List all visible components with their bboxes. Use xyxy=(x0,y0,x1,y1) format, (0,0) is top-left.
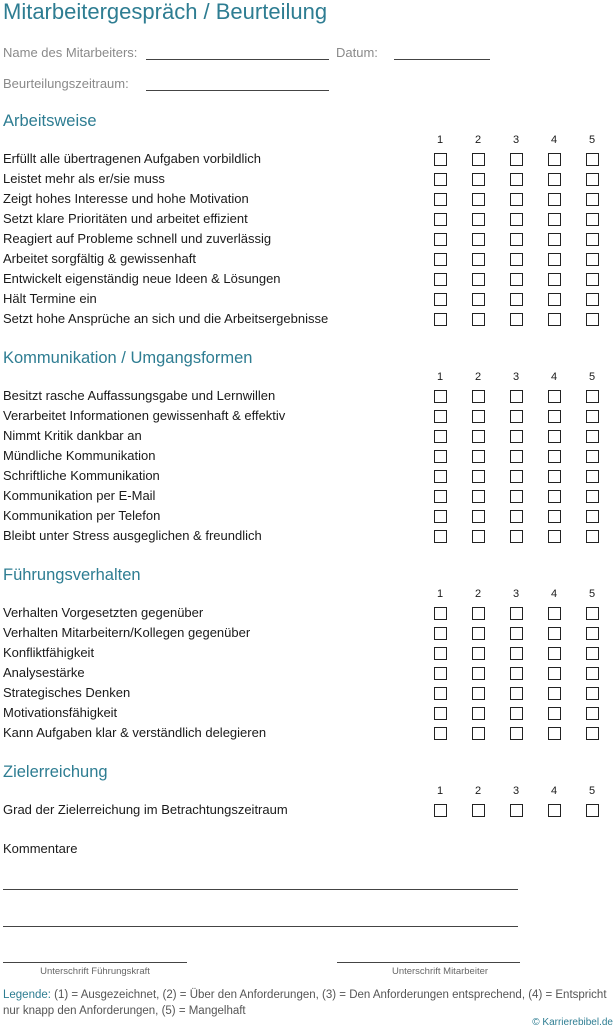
rating-checkbox-2[interactable] xyxy=(472,153,485,166)
rating-checkbox-4[interactable] xyxy=(548,193,561,206)
rating-checkbox-3[interactable] xyxy=(510,667,523,680)
scale-number: 5 xyxy=(588,134,596,146)
rating-item-label: Arbeitet sorgfältig & gewissenhaft xyxy=(3,251,196,266)
name-label: Name des Mitarbeiters: xyxy=(3,45,138,60)
scale-number: 3 xyxy=(512,588,520,600)
rating-checkbox-3[interactable] xyxy=(510,410,523,423)
scale-number: 1 xyxy=(436,785,444,797)
rating-checkbox-2[interactable] xyxy=(472,293,485,306)
rating-checkbox-4[interactable] xyxy=(548,293,561,306)
rating-checkbox-2[interactable] xyxy=(472,173,485,186)
rating-checkbox-3[interactable] xyxy=(510,530,523,543)
rating-checkbox-2[interactable] xyxy=(472,233,485,246)
rating-checkbox-5[interactable] xyxy=(586,490,599,503)
legend-text: (1) = Ausgezeichnet, (2) = Über den Anforderungen, (3) = Den Anforderungen entsprechend, (4) = Entspricht nur knapp den Anforderungen, (5) = Mangelhaft xyxy=(3,989,607,1017)
rating-checkbox-2[interactable] xyxy=(472,667,485,680)
rating-checkbox-3[interactable] xyxy=(510,273,523,286)
rating-checkbox-5[interactable] xyxy=(586,530,599,543)
rating-item-label: Kann Aufgaben klar & verständlich delegieren xyxy=(3,725,267,740)
rating-checkbox-1[interactable] xyxy=(434,510,447,523)
rating-checkbox-4[interactable] xyxy=(548,253,561,266)
rating-checkbox-1[interactable] xyxy=(434,233,447,246)
rating-checkbox-1[interactable] xyxy=(434,450,447,463)
rating-item-label: Verhalten Mitarbeitern/Kollegen gegenüber xyxy=(3,625,251,640)
rating-checkbox-4[interactable] xyxy=(548,390,561,403)
rating-checkbox-1[interactable] xyxy=(434,273,447,286)
rating-checkbox-4[interactable] xyxy=(548,530,561,543)
rating-item-label: Leistet mehr als er/sie muss xyxy=(3,171,165,186)
rating-checkbox-3[interactable] xyxy=(510,293,523,306)
rating-item-label: Verarbeitet Informationen gewissenhaft & effektiv xyxy=(3,408,286,423)
rating-checkbox-2[interactable] xyxy=(472,430,485,443)
rating-checkbox-2[interactable] xyxy=(472,510,485,523)
rating-checkbox-5[interactable] xyxy=(586,390,599,403)
rating-checkbox-1[interactable] xyxy=(434,530,447,543)
rating-checkbox-2[interactable] xyxy=(472,253,485,266)
rating-item-label: Besitzt rasche Auffassungsgabe und Lernwillen xyxy=(3,388,276,403)
rating-checkbox-2[interactable] xyxy=(472,470,485,483)
rating-checkbox-5[interactable] xyxy=(586,707,599,720)
rating-checkbox-1[interactable] xyxy=(434,313,447,326)
section-heading: Kommunikation / Umgangsformen xyxy=(3,349,253,367)
scale-number: 2 xyxy=(474,134,482,146)
rating-checkbox-4[interactable] xyxy=(548,727,561,740)
name-input-line[interactable] xyxy=(146,59,329,60)
rating-item-label: Nimmt Kritik dankbar an xyxy=(3,428,142,443)
rating-checkbox-3[interactable] xyxy=(510,233,523,246)
rating-checkbox-5[interactable] xyxy=(586,667,599,680)
rating-checkbox-5[interactable] xyxy=(586,173,599,186)
rating-checkbox-2[interactable] xyxy=(472,627,485,640)
rating-checkbox-2[interactable] xyxy=(472,410,485,423)
rating-checkbox-1[interactable] xyxy=(434,707,447,720)
rating-checkbox-1[interactable] xyxy=(434,153,447,166)
date-label: Datum: xyxy=(336,45,378,60)
rating-checkbox-2[interactable] xyxy=(472,193,485,206)
rating-checkbox-4[interactable] xyxy=(548,707,561,720)
employee-signature-line[interactable] xyxy=(337,962,520,963)
rating-item-label: Reagiert auf Probleme schnell und zuverlässig xyxy=(3,231,272,246)
rating-checkbox-5[interactable] xyxy=(586,213,599,226)
rating-checkbox-2[interactable] xyxy=(472,804,485,817)
scale-number: 1 xyxy=(436,134,444,146)
scale-number: 5 xyxy=(588,588,596,600)
rating-checkbox-3[interactable] xyxy=(510,213,523,226)
rating-checkbox-4[interactable] xyxy=(548,173,561,186)
rating-checkbox-1[interactable] xyxy=(434,430,447,443)
rating-checkbox-4[interactable] xyxy=(548,153,561,166)
section-heading: Zielerreichung xyxy=(3,763,108,781)
rating-item-label: Zeigt hohes Interesse und hohe Motivation xyxy=(3,191,249,206)
scale-number: 2 xyxy=(474,588,482,600)
rating-item-label: Erfüllt alle übertragenen Aufgaben vorbildlich xyxy=(3,151,262,166)
rating-checkbox-1[interactable] xyxy=(434,410,447,423)
rating-checkbox-1[interactable] xyxy=(434,627,447,640)
rating-checkbox-4[interactable] xyxy=(548,490,561,503)
rating-checkbox-5[interactable] xyxy=(586,410,599,423)
rating-checkbox-2[interactable] xyxy=(472,450,485,463)
rating-checkbox-4[interactable] xyxy=(548,804,561,817)
scale-number: 1 xyxy=(436,588,444,600)
rating-checkbox-2[interactable] xyxy=(472,490,485,503)
rating-checkbox-2[interactable] xyxy=(472,607,485,620)
rating-item-label: Analysestärke xyxy=(3,665,85,680)
comment-line-2[interactable] xyxy=(3,926,518,927)
rating-checkbox-5[interactable] xyxy=(586,470,599,483)
rating-checkbox-1[interactable] xyxy=(434,667,447,680)
rating-checkbox-5[interactable] xyxy=(586,253,599,266)
scale-number: 4 xyxy=(550,785,558,797)
rating-checkbox-5[interactable] xyxy=(586,510,599,523)
rating-checkbox-1[interactable] xyxy=(434,193,447,206)
rating-checkbox-5[interactable] xyxy=(586,607,599,620)
rating-checkbox-3[interactable] xyxy=(510,450,523,463)
rating-checkbox-2[interactable] xyxy=(472,390,485,403)
scale-number: 4 xyxy=(550,134,558,146)
legend xyxy=(3,987,608,1019)
scale-number: 3 xyxy=(512,371,520,383)
rating-checkbox-5[interactable] xyxy=(586,193,599,206)
manager-signature-line[interactable] xyxy=(3,962,187,963)
rating-checkbox-1[interactable] xyxy=(434,173,447,186)
rating-item-label: Strategisches Denken xyxy=(3,685,131,700)
rating-checkbox-5[interactable] xyxy=(586,233,599,246)
scale-number: 3 xyxy=(512,134,520,146)
rating-checkbox-1[interactable] xyxy=(434,293,447,306)
rating-item-label: Grad der Zielerreichung im Betrachtungszeitraum xyxy=(3,802,288,817)
period-input-line[interactable] xyxy=(146,90,329,91)
rating-checkbox-5[interactable] xyxy=(586,727,599,740)
rating-checkbox-3[interactable] xyxy=(510,193,523,206)
date-input-line[interactable] xyxy=(394,59,490,60)
rating-item-label: Mündliche Kommunikation xyxy=(3,448,156,463)
rating-checkbox-2[interactable] xyxy=(472,727,485,740)
rating-checkbox-2[interactable] xyxy=(472,273,485,286)
rating-item-label: Setzt hohe Ansprüche an sich und die Arbeitsergebnisse xyxy=(3,311,329,326)
rating-item-label: Setzt klare Prioritäten und arbeitet effizient xyxy=(3,211,248,226)
rating-checkbox-3[interactable] xyxy=(510,173,523,186)
rating-checkbox-3[interactable] xyxy=(510,627,523,640)
rating-checkbox-3[interactable] xyxy=(510,727,523,740)
legend-title: Legende: xyxy=(3,989,51,1001)
comments-label: Kommentare xyxy=(3,841,78,856)
scale-number: 5 xyxy=(588,785,596,797)
rating-checkbox-4[interactable] xyxy=(548,233,561,246)
page-title: Mitarbeitergespräch / Beurteilung xyxy=(3,0,328,24)
rating-checkbox-4[interactable] xyxy=(548,213,561,226)
rating-checkbox-3[interactable] xyxy=(510,253,523,266)
rating-checkbox-1[interactable] xyxy=(434,390,447,403)
rating-checkbox-4[interactable] xyxy=(548,627,561,640)
scale-number: 4 xyxy=(550,588,558,600)
rating-checkbox-4[interactable] xyxy=(548,430,561,443)
rating-checkbox-3[interactable] xyxy=(510,647,523,660)
scale-number: 5 xyxy=(588,371,596,383)
rating-checkbox-3[interactable] xyxy=(510,390,523,403)
rating-item-label: Schriftliche Kommunikation xyxy=(3,468,160,483)
rating-checkbox-1[interactable] xyxy=(434,470,447,483)
rating-checkbox-5[interactable] xyxy=(586,273,599,286)
rating-checkbox-5[interactable] xyxy=(586,647,599,660)
rating-checkbox-5[interactable] xyxy=(586,627,599,640)
scale-number: 4 xyxy=(550,371,558,383)
rating-item-label: Entwickelt eigenständig neue Ideen & Lösungen xyxy=(3,271,281,286)
rating-checkbox-4[interactable] xyxy=(548,687,561,700)
rating-checkbox-1[interactable] xyxy=(434,607,447,620)
rating-checkbox-3[interactable] xyxy=(510,510,523,523)
rating-checkbox-1[interactable] xyxy=(434,213,447,226)
scale-number: 3 xyxy=(512,785,520,797)
employee-signature-label: Unterschrift Mitarbeiter xyxy=(391,966,489,977)
rating-checkbox-4[interactable] xyxy=(548,273,561,286)
rating-checkbox-3[interactable] xyxy=(510,470,523,483)
scale-number: 2 xyxy=(474,371,482,383)
rating-checkbox-4[interactable] xyxy=(548,410,561,423)
rating-checkbox-4[interactable] xyxy=(548,607,561,620)
rating-checkbox-1[interactable] xyxy=(434,727,447,740)
rating-checkbox-5[interactable] xyxy=(586,804,599,817)
rating-checkbox-3[interactable] xyxy=(510,707,523,720)
rating-checkbox-4[interactable] xyxy=(548,450,561,463)
rating-checkbox-2[interactable] xyxy=(472,213,485,226)
rating-checkbox-3[interactable] xyxy=(510,490,523,503)
section-heading: Arbeitsweise xyxy=(3,112,97,130)
rating-checkbox-1[interactable] xyxy=(434,687,447,700)
rating-checkbox-4[interactable] xyxy=(548,647,561,660)
rating-checkbox-1[interactable] xyxy=(434,647,447,660)
manager-signature-label: Unterschrift Führungskraft xyxy=(40,966,150,977)
scale-number: 2 xyxy=(474,785,482,797)
rating-item-label: Verhalten Vorgesetzten gegenüber xyxy=(3,605,204,620)
rating-checkbox-3[interactable] xyxy=(510,153,523,166)
rating-item-label: Hält Termine ein xyxy=(3,291,97,306)
rating-checkbox-2[interactable] xyxy=(472,530,485,543)
rating-checkbox-3[interactable] xyxy=(510,430,523,443)
rating-checkbox-5[interactable] xyxy=(586,430,599,443)
rating-checkbox-2[interactable] xyxy=(472,647,485,660)
rating-item-label: Kommunikation per Telefon xyxy=(3,508,161,523)
rating-checkbox-3[interactable] xyxy=(510,687,523,700)
rating-checkbox-5[interactable] xyxy=(586,450,599,463)
rating-item-label: Bleibt unter Stress ausgeglichen & freundlich xyxy=(3,528,262,543)
rating-item-label: Konfliktfähigkeit xyxy=(3,645,95,660)
rating-item-label: Kommunikation per E-Mail xyxy=(3,488,156,503)
copyright: © Karrierebibel.de xyxy=(532,1017,613,1028)
rating-checkbox-3[interactable] xyxy=(510,313,523,326)
rating-checkbox-3[interactable] xyxy=(510,804,523,817)
rating-item-label: Motivationsfähigkeit xyxy=(3,705,118,720)
rating-checkbox-4[interactable] xyxy=(548,510,561,523)
rating-checkbox-5[interactable] xyxy=(586,153,599,166)
rating-checkbox-4[interactable] xyxy=(548,313,561,326)
rating-checkbox-5[interactable] xyxy=(586,687,599,700)
rating-checkbox-4[interactable] xyxy=(548,470,561,483)
period-label: Beurteilungszeitraum: xyxy=(3,76,129,91)
rating-checkbox-4[interactable] xyxy=(548,667,561,680)
scale-number: 1 xyxy=(436,371,444,383)
rating-checkbox-5[interactable] xyxy=(586,313,599,326)
rating-checkbox-3[interactable] xyxy=(510,607,523,620)
rating-checkbox-5[interactable] xyxy=(586,293,599,306)
comment-line-1[interactable] xyxy=(3,889,518,890)
section-heading: Führungsverhalten xyxy=(3,566,141,584)
rating-checkbox-2[interactable] xyxy=(472,687,485,700)
rating-checkbox-1[interactable] xyxy=(434,490,447,503)
rating-checkbox-1[interactable] xyxy=(434,253,447,266)
rating-checkbox-2[interactable] xyxy=(472,313,485,326)
rating-checkbox-2[interactable] xyxy=(472,707,485,720)
rating-checkbox-1[interactable] xyxy=(434,804,447,817)
